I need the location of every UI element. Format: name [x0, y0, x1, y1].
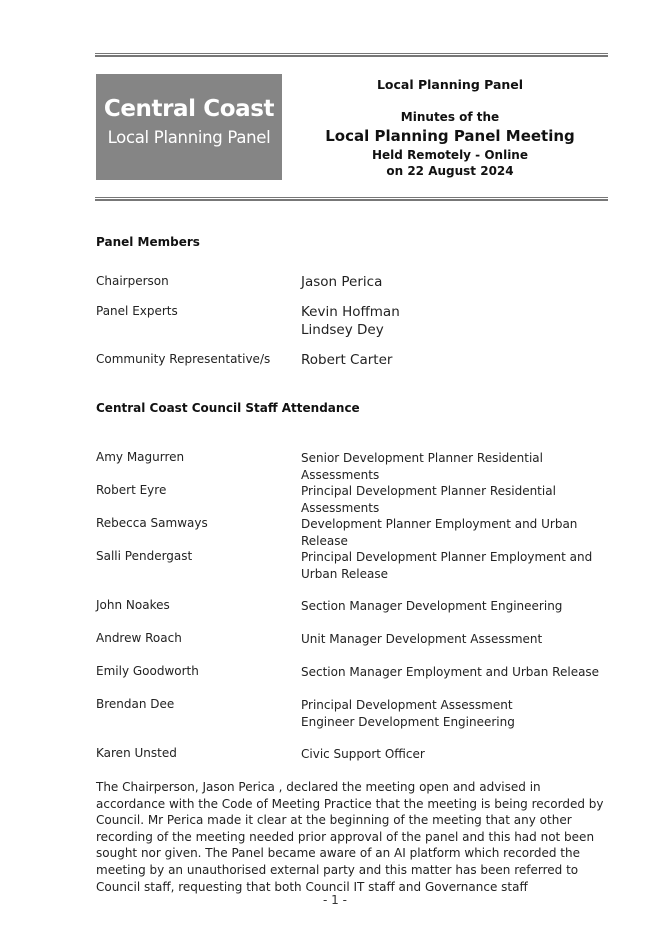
- staff-name: Salli Pendergast: [96, 549, 193, 563]
- logo-line-2: Local Planning Panel: [107, 128, 271, 147]
- page-number: - 1 -: [323, 893, 347, 907]
- community-rep-label: Community Representative/s: [96, 352, 271, 366]
- chairperson-label: Chairperson: [96, 274, 169, 288]
- panel-expert-1: Kevin Hoffman: [301, 304, 400, 320]
- staff-name: Karen Unsted: [96, 746, 177, 760]
- logo-line-1: Central Coast: [103, 96, 275, 122]
- bottom-rule: [95, 197, 608, 201]
- panel-expert-2: Lindsey Dey: [301, 322, 384, 338]
- panel-members-heading: Panel Members: [96, 235, 200, 249]
- central-coast-logo: [96, 74, 282, 180]
- staff-role: Section Manager Development Engineering: [301, 599, 563, 613]
- panel-name: Local Planning Panel: [376, 77, 524, 92]
- staff-name: Amy Magurren: [96, 450, 185, 464]
- staff-name: Emily Goodworth: [96, 664, 199, 678]
- staff-role: Civic Support Officer: [301, 747, 425, 761]
- staff-name: Rebecca Samways: [96, 516, 208, 530]
- staff-role: Unit Manager Development Assessment: [301, 632, 543, 646]
- top-rule: [95, 53, 608, 57]
- minutes-of: Minutes of the: [400, 110, 500, 124]
- meeting-date: on 22 August 2024: [386, 164, 514, 178]
- staff-name: Andrew Roach: [96, 631, 182, 645]
- meeting-title: Local Planning Panel Meeting: [325, 127, 575, 145]
- staff-attendance-heading: Central Coast Council Staff Attendance: [96, 401, 360, 415]
- staff-role: Principal Development Planner Residential Assessments: [301, 484, 556, 515]
- staff-role: Senior Development Planner Residential Assessments: [301, 451, 543, 482]
- staff-role: Principal Development Assessment Engineer Development Engineering: [301, 698, 515, 729]
- staff-role: Section Manager Employment and Urban Release: [301, 665, 600, 679]
- panel-experts-label: Panel Experts: [96, 304, 178, 318]
- opening-paragraph: The Chairperson, Jason Perica , declared the meeting open and advised in accordance with the Code of Meeting Practice that the meeting is being recorded by Council. Mr Perica made it clear at the beginning of the meeting that any other recording of the meeting needed prior approval of the panel and this had not been sought nor given. The Panel became aware of an AI platform which recorded the meeting by an unauthorised external party and this matter has been referred to Council staff, requesting that both Council IT staff and Governance staff: [96, 780, 604, 894]
- staff-role: Principal Development Planner Employment and Urban Release: [301, 550, 593, 581]
- meeting-location: Held Remotely - Online: [372, 148, 528, 162]
- chairperson-name: Jason Perica: [301, 274, 383, 290]
- community-rep-name: Robert Carter: [301, 352, 393, 368]
- staff-name: Brendan Dee: [96, 697, 175, 711]
- staff-role: Development Planner Employment and Urban Release: [301, 517, 578, 548]
- staff-name: John Noakes: [96, 598, 170, 612]
- staff-name: Robert Eyre: [96, 483, 167, 497]
